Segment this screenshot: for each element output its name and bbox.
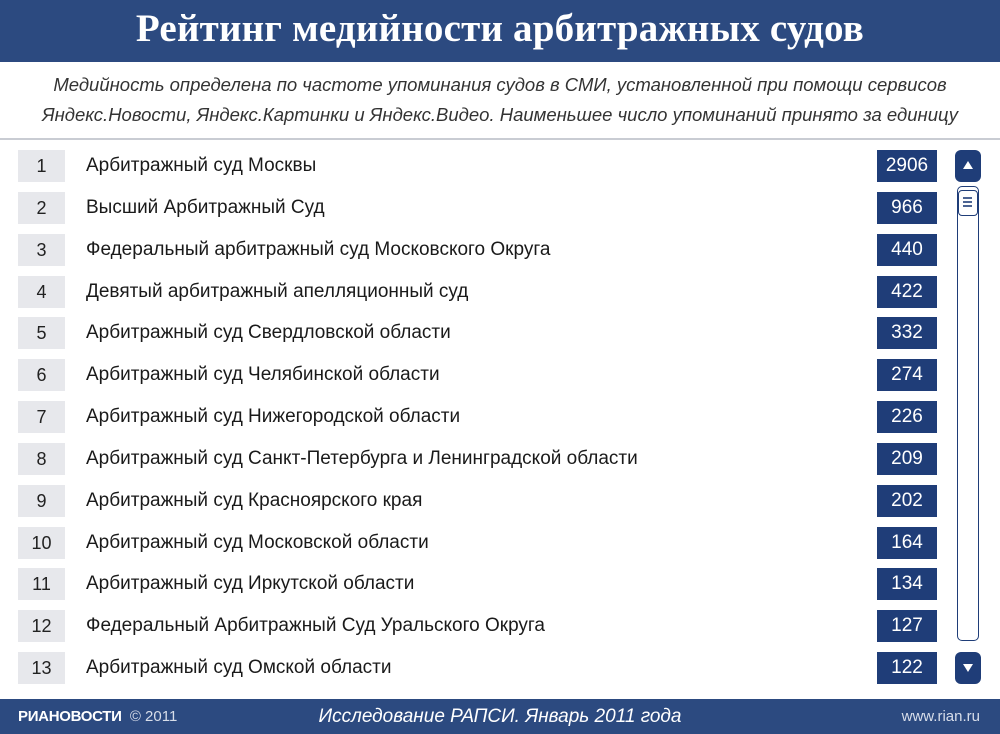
rating-list — [18, 150, 943, 694]
list-item — [18, 192, 943, 224]
mention-value: 134 — [877, 568, 937, 600]
page-title: Рейтинг медийности арбитражных судов — [135, 7, 865, 50]
mention-value: 202 — [877, 485, 937, 517]
mention-value: 2906 — [877, 150, 937, 182]
scroll-up-button[interactable] — [955, 150, 981, 182]
rank-number: 7 — [18, 401, 65, 433]
court-name: Федеральный арбитражный суд Московского Округа — [86, 238, 551, 260]
mention-value: 274 — [877, 359, 937, 391]
rank-number: 9 — [18, 485, 65, 517]
footer-bar — [0, 699, 1000, 734]
brand-logo: РИАНОВОСТИ — [18, 708, 122, 725]
court-name: Арбитражный суд Красноярского края — [86, 489, 423, 511]
rank-number: 13 — [18, 652, 65, 684]
site-link[interactable]: www.rian.ru — [901, 708, 980, 725]
list-item — [18, 276, 943, 308]
list-item — [18, 568, 943, 600]
court-name: Арбитражный суд Москвы — [86, 155, 317, 176]
triangle-down-icon — [955, 652, 981, 684]
rank-number: 5 — [18, 317, 65, 349]
rank-number: 2 — [18, 192, 65, 224]
rank-number: 10 — [18, 527, 65, 559]
court-name: Арбитражный суд Иркутской области — [86, 573, 415, 595]
list-item — [18, 443, 943, 475]
scroll-thumb[interactable] — [958, 190, 978, 216]
court-name: Арбитражный суд Омской области — [86, 657, 392, 679]
list-item — [18, 150, 943, 182]
mention-value: 122 — [877, 652, 937, 684]
study-credit: Исследование РАПСИ. Январь 2011 года — [318, 706, 682, 727]
description-line-1: Медийность определена по частоте упоминания судов в СМИ, установленной при помощи сервисов — [53, 74, 947, 95]
header-bar — [0, 0, 1000, 62]
list-item — [18, 317, 943, 349]
list-item — [18, 527, 943, 559]
court-name: Арбитражный суд Санкт-Петербурга и Ленинградской области — [86, 447, 638, 469]
court-name: Арбитражный суд Свердловской области — [86, 322, 451, 344]
mention-value: 164 — [877, 527, 937, 559]
court-name: Арбитражный суд Московской области — [86, 531, 429, 553]
mention-value: 440 — [877, 234, 937, 266]
mention-value: 209 — [877, 443, 937, 475]
court-name: Арбитражный суд Челябинской области — [86, 364, 440, 386]
court-name: Девятый арбитражный апелляционный суд — [86, 280, 469, 302]
rank-number: 3 — [18, 234, 65, 266]
court-name: Арбитражный суд Нижегородской области — [86, 406, 461, 428]
copyright: © 2011 — [129, 708, 178, 725]
grip-lines-icon — [959, 191, 976, 214]
court-name: Федеральный Арбитражный Суд Уральского Округа — [86, 615, 545, 637]
rank-number: 6 — [18, 359, 65, 391]
rank-number: 4 — [18, 276, 65, 308]
description — [0, 70, 1000, 130]
rank-number: 8 — [18, 443, 65, 475]
rank-number: 1 — [18, 150, 65, 182]
scroll-down-button[interactable] — [955, 652, 981, 684]
rank-number: 12 — [18, 610, 65, 642]
rank-number: 11 — [18, 568, 65, 600]
list-item — [18, 401, 943, 433]
list-item — [18, 485, 943, 517]
description-line-2: Яндекс.Новости, Яндекс.Картинки и Яндекс.Видео. Наименьшее число упоминаний принято за единицу — [41, 104, 959, 125]
list-item — [18, 359, 943, 391]
mention-value: 127 — [877, 610, 937, 642]
court-name: Высший Арбитражный Суд — [86, 196, 325, 218]
list-item — [18, 610, 943, 642]
mention-value: 966 — [877, 192, 937, 224]
triangle-up-icon — [955, 150, 981, 182]
mention-value: 422 — [877, 276, 937, 308]
mention-value: 332 — [877, 317, 937, 349]
list-item — [18, 234, 943, 266]
mention-value: 226 — [877, 401, 937, 433]
divider — [0, 138, 1000, 140]
scroll-track[interactable] — [957, 186, 979, 641]
list-item — [18, 652, 943, 684]
